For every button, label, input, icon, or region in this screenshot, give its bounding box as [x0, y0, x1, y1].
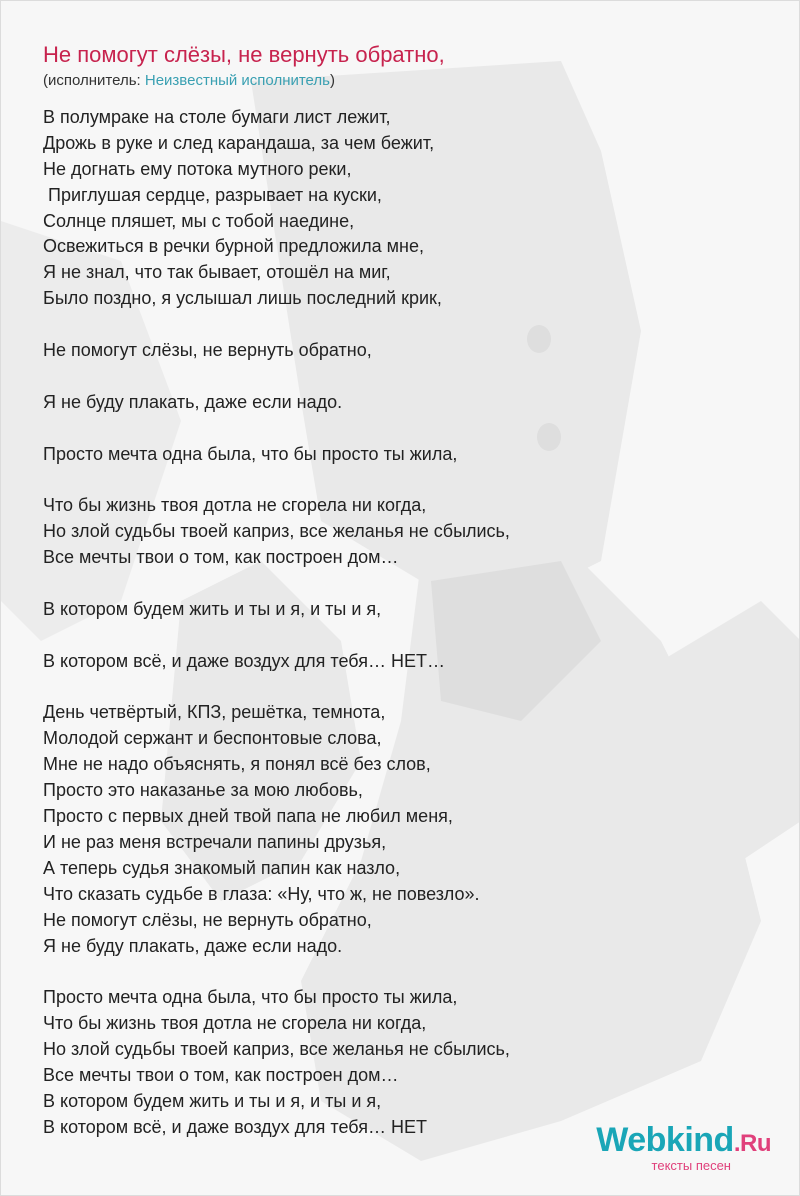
lyrics-line: Молодой сержант и беспонтовые слова, [43, 728, 382, 749]
lyrics-line: Не помогут слёзы, не вернуть обратно, [43, 340, 372, 361]
lyrics-line: В котором всё, и даже воздух для тебя… НЕТ… [43, 650, 445, 671]
lyrics-line: В котором будем жить и ты и я, и ты и я, [43, 598, 382, 619]
lyrics-line: И не раз меня встречали папины друзья, [43, 831, 387, 852]
lyrics-line: Все мечты твои о том, как построен дом… [43, 1064, 399, 1085]
lyrics-line: Просто это наказанье за мою любовь, [43, 780, 363, 801]
lyrics-blank-line [43, 467, 743, 493]
lyrics-line: Я не буду плакать, даже если надо. [43, 935, 343, 956]
lyrics-line: Просто мечта одна была, что бы просто ты жила, [43, 443, 458, 464]
lyrics-blank-line [43, 571, 743, 597]
lyrics-blank-line [43, 312, 743, 338]
lyrics-blank-line [43, 416, 743, 442]
lyrics-line: Но злой судьбы твоей каприз, все желанья не сбылись, [43, 1039, 510, 1060]
logo-tld: .Ru [733, 1130, 771, 1157]
lyrics-line: В котором будем жить и ты и я, и ты и я, [43, 1090, 382, 1111]
lyrics-line: Мне не надо объяснять, я понял всё без слов, [43, 754, 431, 775]
lyrics-line: Приглушая сердце, разрывает на куски, [43, 184, 382, 205]
lyrics-line: Что сказать судьбе в глаза: «Ну, что ж, не повезло». [43, 883, 480, 904]
lyrics-line: Не помогут слёзы, не вернуть обратно, [43, 909, 372, 930]
webkind-logo[interactable] [596, 1122, 771, 1173]
logo-name: Webkind [596, 1121, 734, 1159]
lyrics-line: Я не буду плакать, даже если надо. [43, 391, 343, 412]
lyrics-line: Солнце пляшет, мы с тобой наедине, [43, 210, 355, 231]
lyrics-line: День четвёртый, КПЗ, решётка, темнота, [43, 702, 386, 723]
lyrics-line: Что бы жизнь твоя дотла не сгорела ни когда, [43, 495, 427, 516]
lyrics-line: Я не знал, что так бывает, отошёл на миг, [43, 262, 391, 283]
lyrics-line: В полумраке на столе бумаги лист лежит, [43, 107, 391, 127]
lyrics-blank-line [43, 959, 743, 985]
lyrics-line: Что бы жизнь твоя дотла не сгорела ни когда, [43, 1013, 427, 1034]
artist-link[interactable]: Неизвестный исполнитель [144, 72, 330, 89]
artist-suffix: ) [329, 72, 335, 89]
lyrics-line: В котором всё, и даже воздух для тебя… НЕТ [43, 1116, 427, 1137]
lyrics-line: Все мечты твои о том, как построен дом… [43, 547, 399, 568]
artist-line [43, 71, 779, 91]
lyrics-blank-line [43, 675, 743, 701]
lyrics-line: Но злой судьбы твоей каприз, все желанья не сбылись, [43, 521, 510, 542]
lyrics-line: Было поздно, я услышал лишь последний крик, [43, 288, 442, 309]
logo-wordmark [596, 1122, 771, 1162]
lyrics-blank-line [43, 364, 743, 390]
lyrics-line: Не догнать ему потока мутного реки, [43, 158, 352, 179]
logo-tagline: тексты песен [651, 1158, 731, 1173]
lyrics-line: Просто с первых дней твой папа не любил меня, [43, 806, 453, 827]
lyrics-line: Дрожь в руке и след карандаша, за чем бежит, [43, 132, 435, 153]
lyrics-blank-line [43, 623, 743, 649]
lyrics-text [43, 105, 743, 1141]
artist-prefix: (исполнитель: [43, 72, 145, 89]
lyrics-line: А теперь судья знакомый папин как назло, [43, 857, 401, 878]
song-header [43, 41, 779, 91]
lyrics-line: Освежиться в речки бурной предложила мне, [43, 236, 424, 257]
song-title: Не помогут слёзы, не вернуть обратно, [43, 42, 445, 67]
lyrics-line: Просто мечта одна была, что бы просто ты жила, [43, 987, 458, 1008]
